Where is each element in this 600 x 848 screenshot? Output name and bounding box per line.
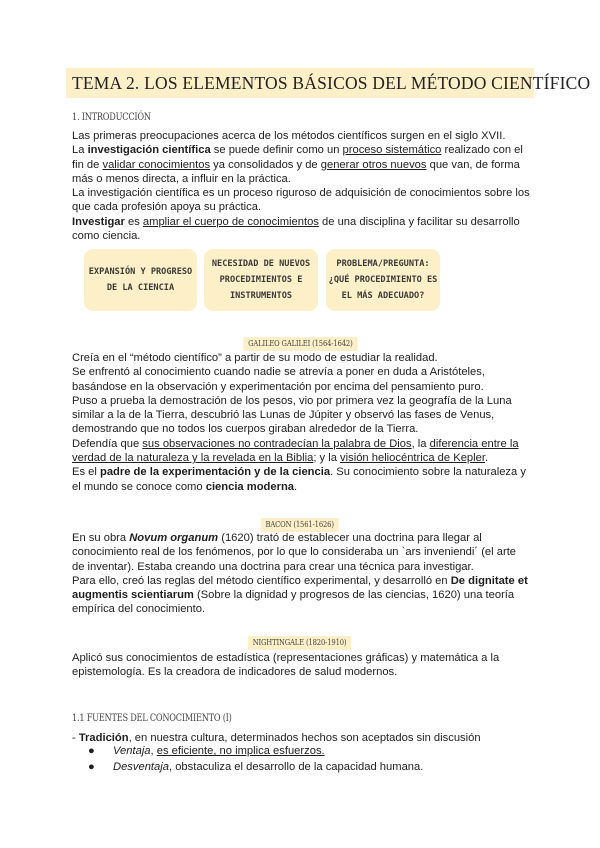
section-heading-galileo: GALILEO GALILEI (1564-1642) [0, 333, 600, 351]
galileo-paragraph: Creía en el “método científico” a partir de su modo de estudiar la realidad. Se enfrentó al conocimiento cuando nadie se atrevía a poner en duda a Aristóteles, basándose en la observación y experimentación por encima del pensamiento puro. Puso a prueba la demostración de los pesos, vio por primera vez la geografía de la Luna similar a la de la Tierra, descubrió las Lunas de Júpiter y observó las fases de Venus, demostrando que no todos los cuerpos giraban alrededor de la Tierra. Defendía que sus observaciones no contradecían la palabra de Dios, la diferencia entre la verdad de la naturaleza y la revelada en la Biblia; y la visión heliocéntrica de Kepler. Es el padre de la experimentación y de la ciencia. Su conocimiento sobre la naturaleza y el mundo se conoce como ciencia moderna. [72, 352, 526, 493]
intro-line: más o menos directa, a influir en la práctica. [72, 172, 291, 185]
intro-line: fin de validar conocimientos ya consolidados y de generar otros nuevos que van, de forma [72, 158, 520, 171]
section-heading-nightingale: NIGHTINGALE (1820-1910) [0, 632, 600, 650]
concept-box-problema: PROBLEMA/PREGUNTA: ¿QUÉ PROCEDIMIENTO ES EL MÁS ADECUADO? [326, 249, 440, 311]
list-item-desventaja: Desventaja, obstaculiza el desarrollo de la capacidad humana. [113, 761, 424, 773]
section-heading-bacon: BACON (1561-1626) [0, 514, 600, 532]
fuentes-line: - Tradición, en nuestra cultura, determinados hechos son aceptados sin discusión [72, 732, 481, 744]
section-heading-introduccion: 1. INTRODUCCIÓN [72, 111, 151, 123]
section-heading-fuentes: 1.1 FUENTES DEL CONOCIMIENTO (I) [72, 712, 232, 724]
intro-paragraph [72, 129, 530, 243]
bacon-paragraph: En su obra Novum organum (1620) trató de establecer una doctrina para llegar al conocimiento real de los fenómenos, por lo que lo consideraba un `ars inveniendi´ (el arte de inventar). Estaba creando una doctrina para crear una técnica para investigar. Para ello, creó las reglas del método científico experimental, y desarrolló en De dignitate et augmentis scientiarum (Sobre la dignidad y progresos de las ciencias, 1620) una teoría empírica del conocimiento. [72, 532, 528, 616]
concept-box-expansion: EXPANSIÓN Y PROGRESO DE LA CIENCIA [84, 249, 197, 311]
intro-line: que cada profesión apoya su práctica. [72, 201, 262, 214]
intro-line: Investigar es ampliar el cuerpo de conocimientos de una disciplina y facilitar su desarrollo [72, 215, 520, 228]
intro-line: La investigación científica se puede definir como un proceso sistemático realizado con el [72, 144, 523, 157]
intro-line: La investigación científica es un proceso riguroso de adquisición de conocimientos sobre los [72, 187, 530, 200]
intro-line: Las primeras preocupaciones acerca de los métodos científicos surgen en el siglo XVII. [72, 130, 506, 142]
concept-box-necesidad: NECESIDAD DE NUEVOS PROCEDIMIENTOS E INSTRUMENTOS [204, 249, 318, 311]
intro-line: como ciencia. [72, 230, 141, 243]
bullet-icon: ● [88, 745, 95, 757]
page-title: TEMA 2. LOS ELEMENTOS BÁSICOS DEL MÉTODO CIENTÍFICO [66, 68, 534, 98]
bullet-icon: ● [88, 761, 95, 773]
list-item-ventaja: Ventaja, es eficiente, no implica esfuerzos. [113, 745, 325, 757]
nightingale-paragraph: Aplicó sus conocimientos de estadística (representaciones gráficas) y matemática a la epistemología. Es la creadora de indicadores de salud modernos. [72, 652, 500, 679]
